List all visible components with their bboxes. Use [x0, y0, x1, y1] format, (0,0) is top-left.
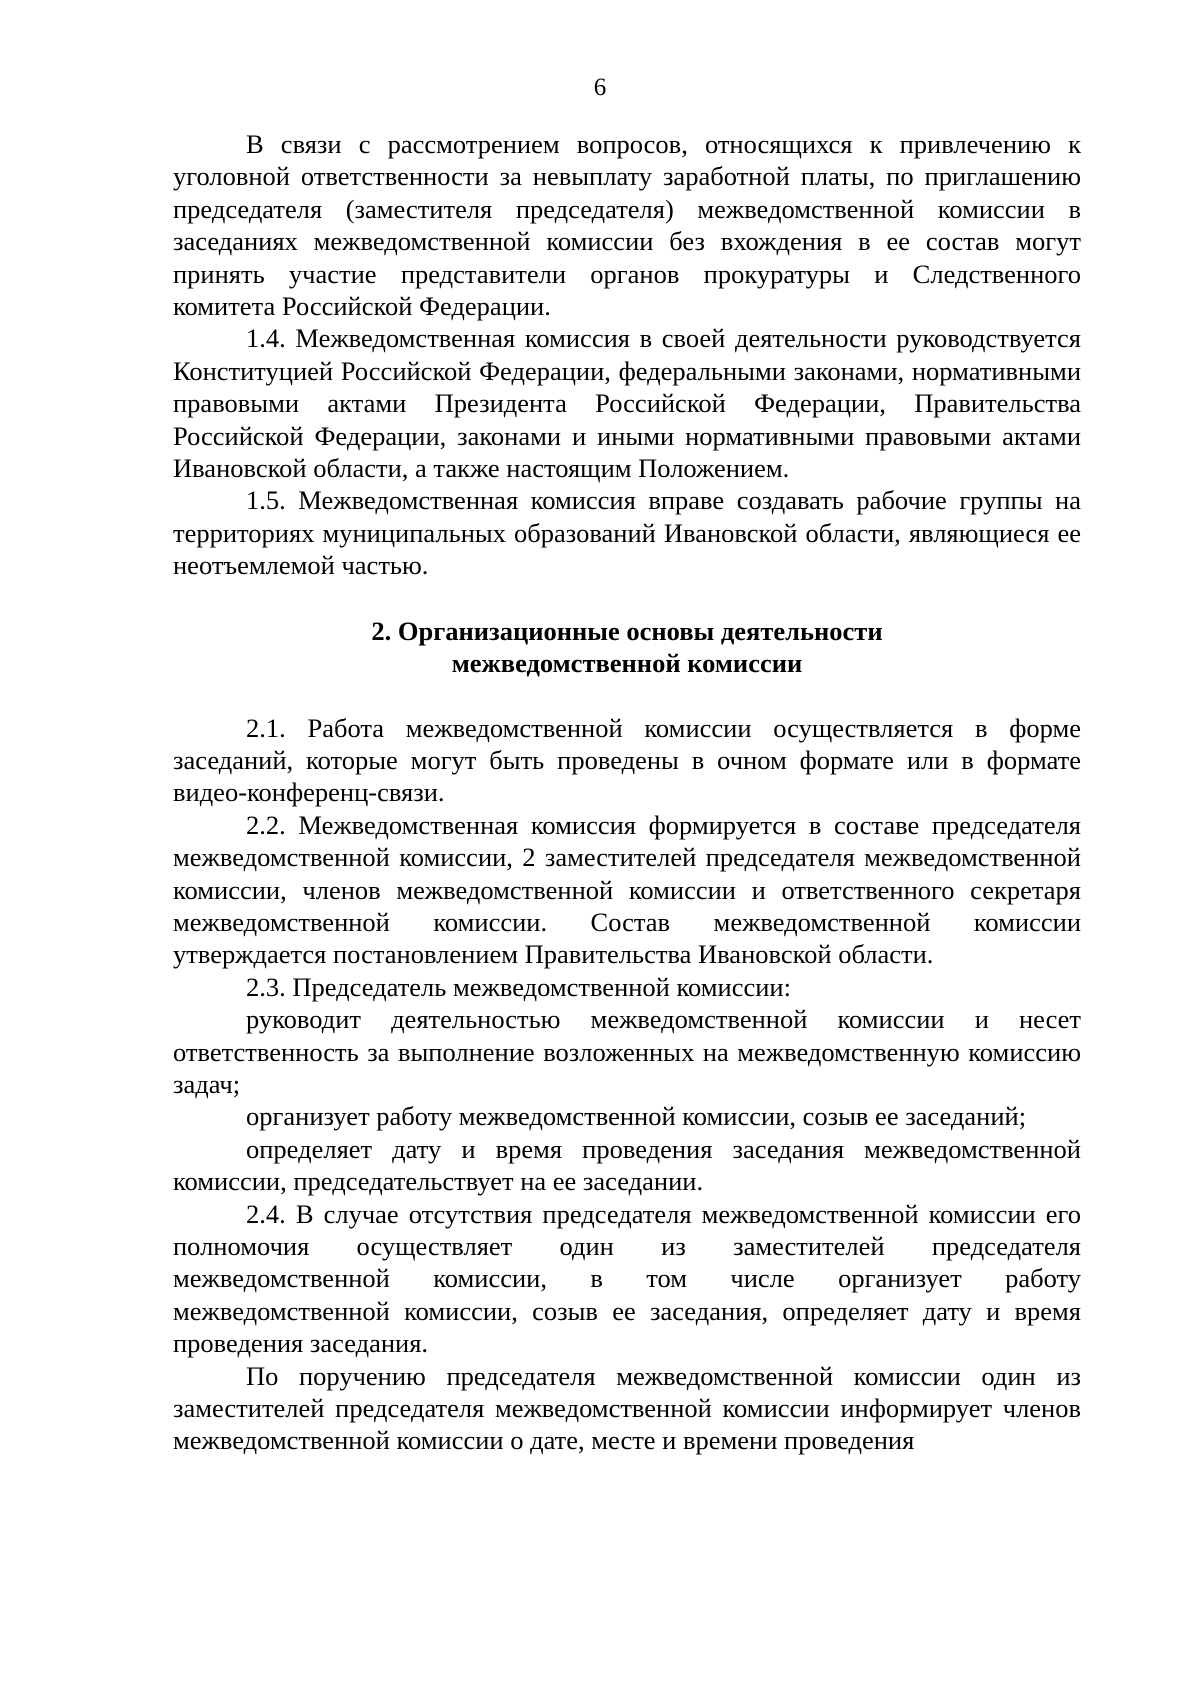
paragraph-deputy-informs: По поручению председателя межведомственной комиссии один из заместителей председателя межведомственной комиссии информирует членов межведомственной комиссии о дате, месте и времени проведения: [173, 1360, 1081, 1456]
paragraph-1-4: 1.4. Межведомственная комиссия в своей деятельности руководствуется Конституцией Российской Федерации, федеральными законами, нормативными правовыми актами Президента Российской Федерации, Правительства Российской Федерации, законами и иными нормативными правовыми актами Ивановской области, а также настоящим Положением.: [173, 323, 1081, 484]
paragraph-2-3-duty-2: организует работу межведомственной комиссии, созыв ее заседаний;: [246, 1101, 1027, 1132]
section-heading-line-1: 2. Организационные основы деятельности: [371, 615, 883, 646]
paragraph-2-4: 2.4. В случае отсутствия председателя межведомственной комиссии его полномочия осуществляет один из заместителей председателя межведомственной комиссии, в том числе организует работу межведомственной комиссии, созыв ее заседания, определяет дату и время проведения заседания.: [173, 1198, 1081, 1359]
document-body: [173, 128, 1081, 1457]
paragraph-1-5: 1.5. Межведомственная комиссия вправе создавать рабочие группы на территориях муниципальных образований Ивановской области, являющиеся ее неотъемлемой частью.: [173, 485, 1081, 581]
paragraph-2-3-duty-1: руководит деятельностью межведомственной комиссии и несет ответственность за выполнение возложенных на межведомственную комиссию задач;: [173, 1004, 1081, 1099]
paragraph-2-2: 2.2. Межведомственная комиссия формируется в составе председателя межведомственной комиссии, 2 заместителей председателя межведомственной комиссии, членов межведомственной комиссии и ответственного секретаря межведомственной комиссии. Состав межведомственной комиссии утверждается постановлением Правительства Ивановской области.: [173, 809, 1081, 970]
section-heading-line-2: межведомственной комиссии: [451, 648, 803, 679]
page-number: 6: [593, 74, 607, 101]
paragraph-2-3-duty-3: определяет дату и время проведения заседания межведомственной комиссии, председательствует на ее заседании.: [173, 1133, 1081, 1197]
paragraph-2-1: 2.1. Работа межведомственной комиссии осуществляется в форме заседаний, которые могут быть проведены в очном формате или в формате видео-конференц-связи.: [173, 712, 1081, 808]
paragraph-2-3: 2.3. Председатель межведомственной комиссии:: [246, 971, 791, 1002]
paragraph-prosecution-participation: В связи с рассмотрением вопросов, относящихся к привлечению к уголовной ответственности за невыплату заработной платы, по приглашению председателя (заместителя председателя) межведомственной комиссии в заседаниях межведомственной комиссии без вхождения в ее состав могут принять участие представители органов прокуратуры и Следственного комитета Российской Федерации.: [173, 129, 1081, 322]
section-heading: [173, 615, 1081, 680]
